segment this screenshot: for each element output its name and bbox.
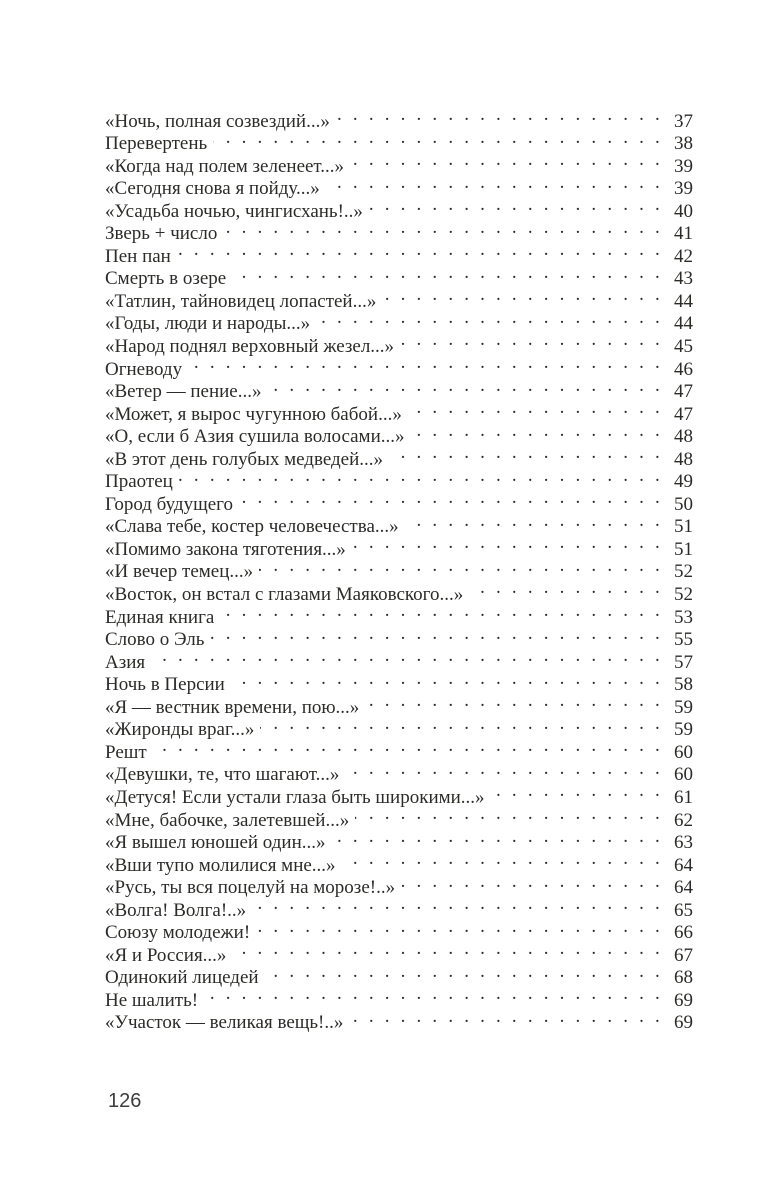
toc-entry-title: «Годы, люди и народы...» xyxy=(105,313,311,335)
toc-entry-title: Не шалить! xyxy=(105,989,199,1011)
toc-entry-title: «Я вышел юношей один...» xyxy=(105,832,326,854)
toc-entry-title: Город будущего xyxy=(105,493,233,515)
toc-entry-title: Огневоду xyxy=(105,358,183,380)
toc-entry-page: 44 xyxy=(674,290,693,312)
toc-entry-page: 43 xyxy=(674,268,693,290)
toc-entry-title: «В этот день голубых медведей...» xyxy=(105,448,384,470)
dot-leader xyxy=(267,375,663,398)
toc-entry-page: 46 xyxy=(674,358,693,380)
toc-entry-title: «Народ поднял верховный жезел...» xyxy=(105,336,395,358)
toc-entry-page: 38 xyxy=(674,133,693,155)
toc-entry-title: Решт xyxy=(105,741,147,763)
toc-entry-page: 58 xyxy=(674,674,693,696)
toc-entry-title: «Жиронды враг...» xyxy=(105,719,255,741)
toc-entry xyxy=(105,487,693,515)
toc-entry-title: Азия xyxy=(105,651,146,673)
toc-entry-title: «Я и Россия...» xyxy=(105,944,227,966)
toc-entry-page: 63 xyxy=(674,832,693,854)
toc-entry-page: 57 xyxy=(674,651,693,673)
toc-entry xyxy=(105,352,693,380)
dot-leader xyxy=(355,803,663,826)
toc-entry-title: «Участок — великая вещь!..» xyxy=(105,1012,344,1034)
toc-entry-page: 62 xyxy=(674,809,693,831)
dot-leader xyxy=(405,510,663,533)
toc-entry-page: 66 xyxy=(674,922,693,944)
dot-leader xyxy=(259,555,663,578)
dot-leader xyxy=(265,961,663,984)
dot-leader xyxy=(345,758,663,781)
toc-entry-title: «И вечер темец...» xyxy=(105,561,254,583)
toc-entry-title: Перевертень xyxy=(105,133,208,155)
toc-entry-page: 41 xyxy=(674,223,693,245)
toc-entry-page: 39 xyxy=(674,155,693,177)
dot-leader xyxy=(316,307,663,330)
toc-entry-page: 45 xyxy=(674,336,693,358)
dot-leader xyxy=(401,871,663,894)
toc-entry xyxy=(105,668,693,696)
toc-entry-page: 37 xyxy=(674,110,693,132)
dot-leader xyxy=(336,104,663,127)
dot-leader xyxy=(350,149,663,172)
dot-leader xyxy=(223,217,663,240)
dot-leader xyxy=(220,600,663,623)
toc-entry-page: 48 xyxy=(674,448,693,470)
dot-leader xyxy=(231,668,663,691)
toc-entry-title: «Татлин, тайновидец лопастей...» xyxy=(105,290,377,312)
dot-leader xyxy=(349,1006,663,1029)
toc-entry-page: 68 xyxy=(674,967,693,989)
dot-leader xyxy=(408,397,663,420)
toc-entry-title: «Слава тебе, костер человечества...» xyxy=(105,516,399,538)
dot-leader xyxy=(204,983,663,1006)
dot-leader xyxy=(232,262,663,285)
dot-leader xyxy=(151,645,663,668)
toc-entry-title: «Русь, ты вся поцелуй на морозе!..» xyxy=(105,877,396,899)
dot-leader xyxy=(239,487,663,510)
toc-entry-title: Союзу молодежи! xyxy=(105,922,251,944)
toc-entry-page: 47 xyxy=(674,381,693,403)
dot-leader xyxy=(326,172,663,195)
toc-entry-title: «Я — вестник времени, пою...» xyxy=(105,696,360,718)
toc-entry-page: 52 xyxy=(674,584,693,606)
toc-entry-title: «Волга! Волга!..» xyxy=(105,899,247,921)
toc-entry xyxy=(105,375,693,403)
toc-entry-page: 60 xyxy=(674,741,693,763)
dot-leader xyxy=(389,442,663,465)
dot-leader xyxy=(232,938,663,961)
toc-entry-title: «Ночь, полная созвездий...» xyxy=(105,110,330,132)
dot-leader xyxy=(256,916,663,939)
toc-entry-page: 64 xyxy=(674,854,693,876)
toc-entry-title: «Восток, он встал с глазами Маяковского...» xyxy=(105,584,464,606)
toc-entry xyxy=(105,758,693,786)
toc-entry-title: «Детуся! Если устали глаза быть широкими...» xyxy=(105,786,485,808)
toc-entry-page: 55 xyxy=(674,629,693,651)
toc-entry-title: Пен пан xyxy=(105,245,171,267)
toc-entry-title: «Когда над полем зеленеет...» xyxy=(105,155,345,177)
dot-leader xyxy=(382,284,663,307)
toc-entry-page: 69 xyxy=(674,1012,693,1034)
toc-entry-page: 59 xyxy=(674,719,693,741)
toc-entry-page: 59 xyxy=(674,696,693,718)
toc-entry-title: Праотец xyxy=(105,471,173,493)
dot-leader xyxy=(365,690,663,713)
toc-entry-page: 49 xyxy=(674,471,693,493)
toc-entry-page: 48 xyxy=(674,426,693,448)
toc-entry xyxy=(105,262,693,290)
toc-entry-page: 42 xyxy=(674,245,693,267)
dot-leader xyxy=(469,577,663,600)
toc-entry-page: 69 xyxy=(674,989,693,1011)
dot-leader xyxy=(213,127,663,150)
toc-entry-page: 65 xyxy=(674,899,693,921)
toc-entry-title: Смерть в озере xyxy=(105,268,227,290)
toc-entry-page: 51 xyxy=(674,516,693,538)
dot-leader xyxy=(411,420,664,443)
toc-entry-page: 44 xyxy=(674,313,693,335)
toc-entry-title: «Может, я вырос чугунною бабой...» xyxy=(105,403,402,425)
toc-entry xyxy=(105,735,693,763)
toc-entry-page: 51 xyxy=(674,538,693,560)
toc-entry-page: 64 xyxy=(674,877,693,899)
toc-entry-title: «О, если б Азия сушила волосами...» xyxy=(105,426,405,448)
toc-entry-title: Единая книга xyxy=(105,606,215,628)
page-number: 126 xyxy=(108,1090,142,1112)
toc-entry-title: «Усадьба ночью, чингисхань!..» xyxy=(105,200,363,222)
toc-entry-page: 40 xyxy=(674,200,693,222)
toc-entry xyxy=(105,104,693,132)
toc-entry xyxy=(105,645,693,673)
toc-entry-title: «Вши тупо молилися мне...» xyxy=(105,854,336,876)
dot-leader xyxy=(352,532,663,555)
toc-entry-title: «Мне, бабочке, залетевшей...» xyxy=(105,809,350,831)
dot-leader xyxy=(332,826,663,849)
toc-entry-page: 60 xyxy=(674,764,693,786)
dot-leader xyxy=(179,465,663,488)
toc-entry-title: «Ветер — пение...» xyxy=(105,381,262,403)
toc-entry-title: Слово о Эль xyxy=(105,629,205,651)
toc-entry-page: 61 xyxy=(674,786,693,808)
toc-entry-title: Зверь + число xyxy=(105,223,218,245)
dot-leader xyxy=(177,239,663,262)
toc-entry-title: «Сегодня снова я пойду...» xyxy=(105,178,320,200)
toc-entry-page: 67 xyxy=(674,944,693,966)
toc-entry-page: 50 xyxy=(674,493,693,515)
dot-leader xyxy=(491,780,663,803)
toc-entry-title: «Помимо закона тяготения...» xyxy=(105,538,346,560)
table-of-contents xyxy=(105,104,693,1034)
dot-leader xyxy=(342,848,663,871)
toc-entry-page: 39 xyxy=(674,178,693,200)
toc-entry-page: 47 xyxy=(674,403,693,425)
toc-entry-page: 52 xyxy=(674,561,693,583)
dot-leader xyxy=(252,893,663,916)
toc-entry-title: Одинокий лицедей xyxy=(105,967,259,989)
dot-leader xyxy=(188,352,663,375)
dot-leader xyxy=(153,735,663,758)
dot-leader xyxy=(210,623,663,646)
dot-leader xyxy=(260,713,663,736)
toc-entry xyxy=(105,239,693,267)
toc-entry xyxy=(105,465,693,493)
toc-entry-title: «Девушки, те, что шагают...» xyxy=(105,764,340,786)
dot-leader xyxy=(369,194,663,217)
toc-entry-title: Ночь в Персии xyxy=(105,674,225,696)
toc-entry-page: 53 xyxy=(674,606,693,628)
dot-leader xyxy=(400,329,663,352)
